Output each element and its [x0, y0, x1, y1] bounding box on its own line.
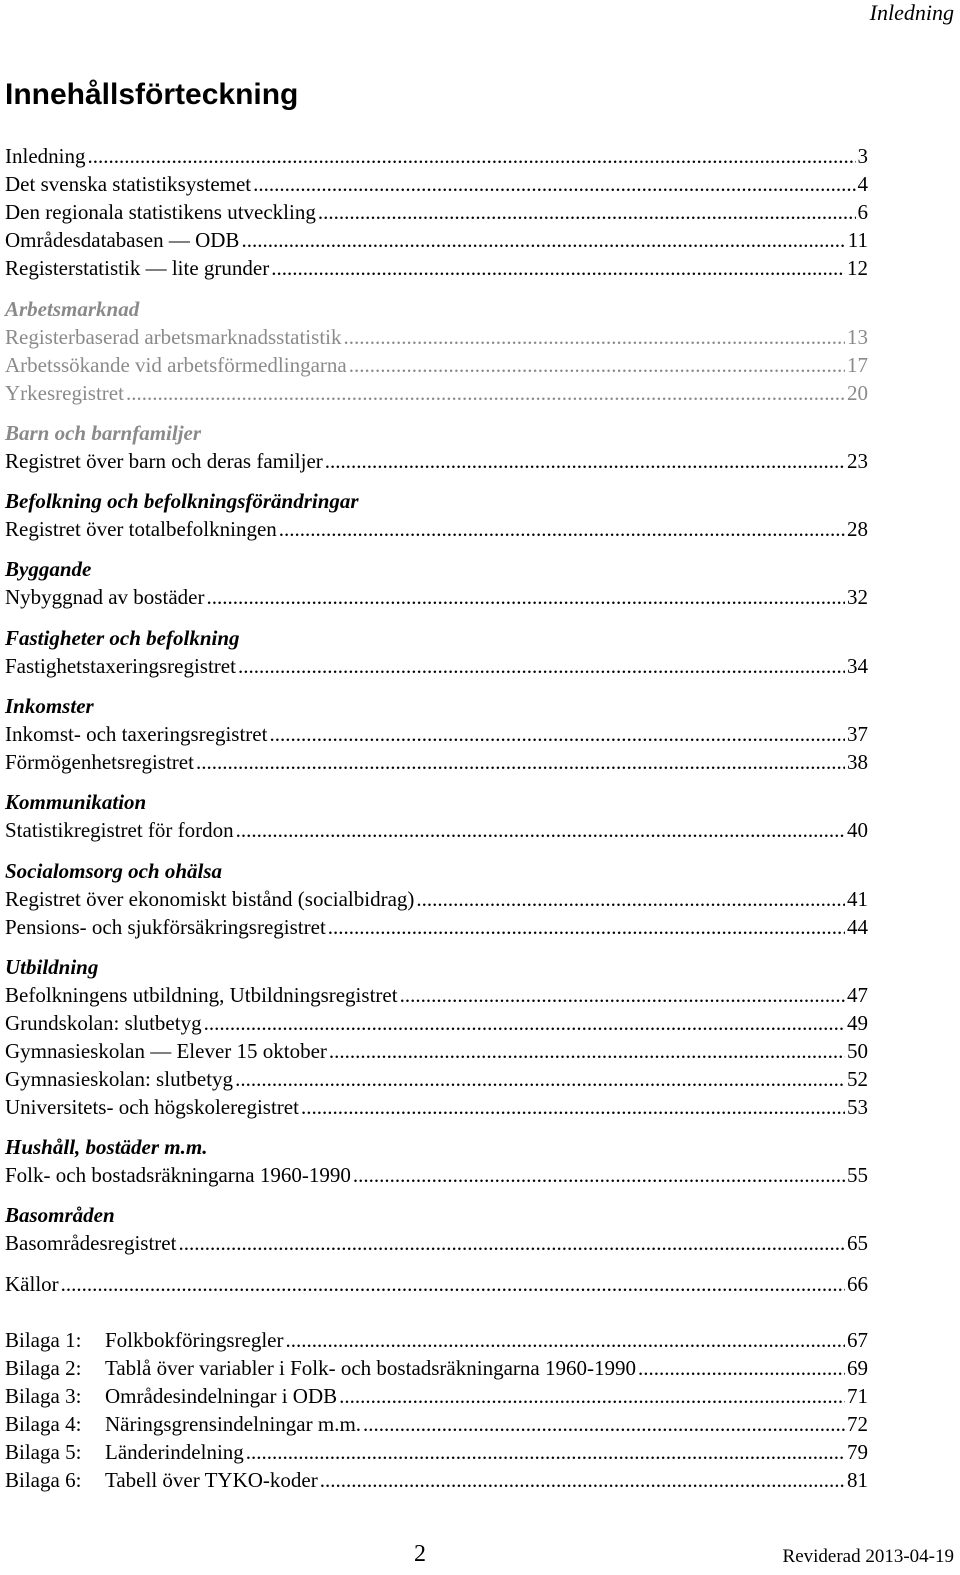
dot-leader [318, 198, 856, 226]
toc-section-heading: Kommunikation [5, 790, 147, 814]
toc-entry-text: Länderindelning [105, 1440, 244, 1464]
toc-entry-text: Folkbokföringsregler [105, 1328, 284, 1352]
dot-leader [329, 1037, 845, 1065]
appendix-label: Bilaga 2: [5, 1356, 82, 1380]
toc-entry-link[interactable] [5, 379, 868, 407]
toc-entry-text: Registret över totalbefolkningen [5, 517, 277, 541]
toc-entry-link[interactable] [5, 323, 868, 351]
toc-entry-link[interactable] [5, 1270, 868, 1298]
toc-entry-link[interactable] [5, 1354, 868, 1382]
toc-entry-link[interactable] [5, 1326, 868, 1354]
toc-section-heading: Byggande [5, 557, 92, 581]
toc-entry-text: Arbetssökande vid arbetsförmedlingarna [5, 353, 347, 377]
toc-entry-link[interactable] [5, 1093, 868, 1121]
dot-leader [241, 226, 845, 254]
toc-entry-link[interactable] [5, 1009, 868, 1037]
toc-entry-title [5, 652, 238, 680]
toc-section-heading: Inkomster [5, 694, 94, 718]
toc-entry-text: Tablå över variabler i Folk- och bostadsräkningarna 1960-1990 [105, 1356, 636, 1380]
toc-entry-link[interactable] [5, 652, 868, 680]
toc-page-number: 52 [847, 1067, 868, 1091]
toc-entry-title [5, 1326, 285, 1354]
toc-entry-link[interactable] [5, 351, 868, 379]
toc-entry-link[interactable] [5, 170, 868, 198]
toc-entry-text: Näringsgrensindelningar m.m. [105, 1412, 362, 1436]
toc-page-number: 17 [847, 353, 868, 377]
toc-entry-title [5, 447, 325, 475]
toc-entry-title [5, 379, 126, 407]
toc-entry-link[interactable] [5, 1161, 868, 1189]
dot-leader [87, 142, 855, 170]
toc-entry-text: Yrkesregistret [5, 381, 124, 405]
toc-page-number: 49 [847, 1011, 868, 1035]
toc-entry-text: Statistikregistret för fordon [5, 818, 234, 842]
appendix-label: Bilaga 5: [5, 1440, 82, 1464]
toc-entry-text: Källor [5, 1272, 59, 1296]
dot-leader [253, 170, 855, 198]
toc-entry-link[interactable] [5, 720, 868, 748]
toc-entry-text: Registerstatistik — lite grunder [5, 256, 270, 280]
toc-page-number: 47 [847, 983, 868, 1007]
toc-entry-title [5, 583, 206, 611]
toc-entry-link[interactable] [5, 198, 868, 226]
toc-page-number: 41 [847, 887, 868, 911]
toc-section-heading: Befolkning och befolkningsförändringar [5, 489, 359, 513]
dot-leader [206, 583, 845, 611]
dot-leader [271, 254, 845, 282]
toc-entry-link[interactable] [5, 1037, 868, 1065]
toc-entry-title [5, 981, 400, 1009]
dot-leader [279, 515, 845, 543]
dot-leader [196, 748, 845, 776]
toc-page-number: 66 [847, 1272, 868, 1296]
toc-entry-title [5, 1065, 235, 1093]
dot-leader [236, 816, 845, 844]
toc-page-number: 79 [847, 1440, 868, 1464]
toc-entry-text: Basområdesregistret [5, 1231, 177, 1255]
toc-entry-title [5, 748, 196, 776]
toc-entry-title [5, 1229, 178, 1257]
toc-entry-link[interactable] [5, 913, 868, 941]
toc-entry-title [5, 1466, 320, 1494]
appendix-label: Bilaga 4: [5, 1412, 82, 1436]
toc-entry-text: Registret över barn och deras familjer [5, 449, 323, 473]
toc-entry-text: Universitets- och högskoleregistret [5, 1095, 299, 1119]
dot-leader [339, 1382, 845, 1410]
toc-entry-text: Gymnasieskolan — Elever 15 oktober [5, 1039, 327, 1063]
toc-entry-link[interactable] [5, 1438, 868, 1466]
toc-entry-title [5, 1161, 353, 1189]
toc-page-number: 23 [847, 449, 868, 473]
toc-entry-title [5, 1009, 204, 1037]
toc-entry-text: Områdesindelningar i ODB [105, 1384, 338, 1408]
toc-entry-title [5, 720, 269, 748]
toc-section-heading: Socialomsorg och ohälsa [5, 859, 223, 883]
dot-leader [301, 1093, 845, 1121]
toc-entry-title [5, 198, 318, 226]
toc-page-number: 69 [847, 1356, 868, 1380]
dot-leader [235, 1065, 845, 1093]
toc-section-heading: Utbildning [5, 955, 99, 979]
toc-entry-link[interactable] [5, 583, 868, 611]
dot-leader [353, 1161, 845, 1189]
toc-entry-link[interactable] [5, 816, 868, 844]
dot-leader [238, 652, 845, 680]
toc-page-number: 44 [847, 915, 868, 939]
toc-page-number: 38 [847, 750, 868, 774]
toc-entry-title [5, 142, 87, 170]
toc-entry-title [5, 1354, 638, 1382]
dot-leader [349, 351, 845, 379]
toc-page-number: 3 [857, 144, 868, 168]
toc-entry-title [5, 1037, 329, 1065]
dot-leader [343, 323, 845, 351]
dot-leader [61, 1270, 845, 1298]
toc-entry-link[interactable] [5, 1466, 868, 1494]
toc-entry-link[interactable] [5, 447, 868, 475]
toc-entry-title [5, 1410, 363, 1438]
toc-section-heading: Fastigheter och befolkning [5, 626, 240, 650]
toc-section-heading: Basområden [5, 1203, 115, 1227]
toc-entry-link[interactable] [5, 1410, 868, 1438]
toc-page-number: 28 [847, 517, 868, 541]
dot-leader [285, 1326, 845, 1354]
dot-leader [320, 1466, 845, 1494]
toc-entry-text: Folk- och bostadsräkningarna 1960-1990 [5, 1163, 351, 1187]
toc-entry-link[interactable] [5, 1065, 868, 1093]
toc-entry-text: Registret över ekonomiskt bistånd (socialbidrag) [5, 887, 415, 911]
running-header-section: Inledning [869, 0, 954, 25]
toc-entry-text: Förmögenhetsregistret [5, 750, 194, 774]
toc-entry-title [5, 254, 271, 282]
toc-entry-link[interactable] [5, 885, 868, 913]
toc-page-number: 50 [847, 1039, 868, 1063]
toc-entry-text: Den regionala statistikens utveckling [5, 200, 316, 224]
toc-entry-title [5, 1438, 246, 1466]
toc-entry-title [5, 170, 253, 198]
toc-entry-link[interactable] [5, 142, 868, 170]
toc-entry-text: Tabell över TYKO-koder [105, 1468, 318, 1492]
toc-entry-text: Gymnasieskolan: slutbetyg [5, 1067, 234, 1091]
toc-entry-title [5, 351, 349, 379]
toc-page-number: 4 [857, 172, 868, 196]
toc-page-number: 81 [847, 1468, 868, 1492]
toc-section-heading: Arbetsmarknad [5, 297, 140, 321]
toc-entry-link[interactable] [5, 254, 868, 282]
dot-leader [325, 447, 845, 475]
dot-leader [178, 1229, 845, 1257]
toc-entry-text: Inledning [5, 144, 86, 168]
toc-entry-text: Registerbaserad arbetsmarknadsstatistik [5, 325, 342, 349]
toc-entry-text: Det svenska statistiksystemet [5, 172, 252, 196]
toc-page-number: 67 [847, 1328, 868, 1352]
dot-leader [638, 1354, 845, 1382]
page-title: Innehållsförteckning [5, 78, 299, 111]
toc-page-number: 20 [847, 381, 868, 405]
toc-entry-link[interactable] [5, 1382, 868, 1410]
toc-entry-text: Områdesdatabasen — ODB [5, 228, 240, 252]
toc-entry-link[interactable] [5, 515, 868, 543]
toc-page-number: 40 [847, 818, 868, 842]
dot-leader [269, 720, 845, 748]
toc-page-number: 12 [847, 256, 868, 280]
toc-entry-title [5, 1382, 339, 1410]
toc-page-number: 55 [847, 1163, 868, 1187]
toc-page-number: 6 [857, 200, 868, 224]
dot-leader [126, 379, 845, 407]
dot-leader [246, 1438, 845, 1466]
dot-leader [400, 981, 845, 1009]
appendix-label: Bilaga 3: [5, 1384, 82, 1408]
toc-page-number: 65 [847, 1231, 868, 1255]
toc-entry-link[interactable] [5, 748, 868, 776]
toc-section-heading: Barn och barnfamiljer [5, 421, 202, 445]
toc-entry-text: Inkomst- och taxeringsregistret [5, 722, 268, 746]
toc-entry-title [5, 515, 279, 543]
toc-entry-text: Nybyggnad av bostäder [5, 585, 205, 609]
appendix-label: Bilaga 1: [5, 1328, 82, 1352]
toc-page-number: 13 [847, 325, 868, 349]
toc-entry-title [5, 885, 416, 913]
toc-entry-text: Fastighetstaxeringsregistret [5, 654, 236, 678]
toc-page-number: 72 [847, 1412, 868, 1436]
toc-page-number: 32 [847, 585, 868, 609]
dot-leader [204, 1009, 845, 1037]
toc-entry-text: Pensions- och sjukförsäkringsregistret [5, 915, 326, 939]
footer-page-number: 2 [414, 1541, 426, 1567]
appendix-label: Bilaga 6: [5, 1468, 82, 1492]
toc-entry-title [5, 816, 236, 844]
toc-page-number: 71 [847, 1384, 868, 1408]
toc-entry-text: Befolkningens utbildning, Utbildningsregistret [5, 983, 398, 1007]
toc-entry-title [5, 1093, 301, 1121]
toc-entry-text: Grundskolan: slutbetyg [5, 1011, 202, 1035]
toc-entry-title [5, 913, 328, 941]
toc-page-number: 53 [847, 1095, 868, 1119]
toc-page-number: 34 [847, 654, 868, 678]
toc-entry-title [5, 1270, 61, 1298]
toc-section-heading: Hushåll, bostäder m.m. [5, 1135, 208, 1159]
toc-entry-title [5, 226, 241, 254]
dot-leader [363, 1410, 845, 1438]
toc-entry-link[interactable] [5, 226, 868, 254]
toc-page-number: 11 [847, 228, 868, 252]
toc-entry-link[interactable] [5, 981, 868, 1009]
dot-leader [416, 885, 845, 913]
toc-entry-title [5, 323, 343, 351]
toc-page-number: 37 [847, 722, 868, 746]
toc-entry-link[interactable] [5, 1229, 868, 1257]
dot-leader [328, 913, 845, 941]
footer-revised-date: Reviderad 2013-04-19 [782, 1546, 954, 1567]
